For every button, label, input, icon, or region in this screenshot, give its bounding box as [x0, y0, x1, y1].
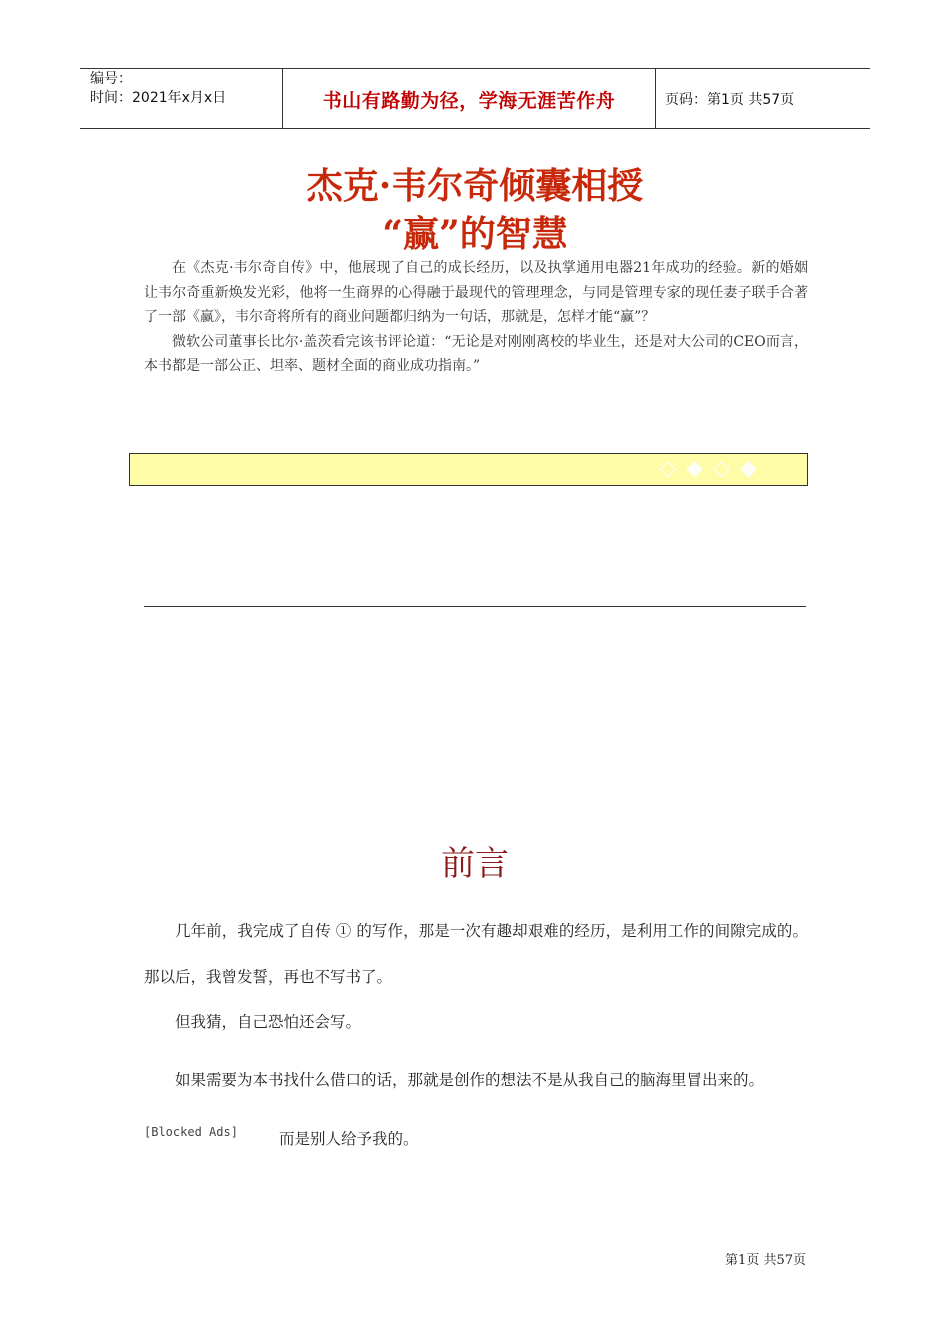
preface-paragraph-3: 如果需要为本书找什么借口的话，那就是创作的想法不是从我自己的脑海里冒出来的。	[175, 1071, 765, 1089]
blocked-ads-placeholder: [Blocked Ads]	[144, 1125, 238, 1139]
header-motto: 书山有路勤为径，学海无涯苦作舟	[322, 90, 616, 112]
header-divider-right	[655, 68, 656, 129]
intro-paragraph-1: 在《杰克·韦尔奇自传》中，他展现了自己的成长经历，以及执掌通用电器21年成功的经验。新的婚姻让韦尔奇重新焕发光彩，他将一生商界的心得融于最现代的管理理念，与同是管理专家的现任妻子联手合著了一部《赢》，韦尔奇将所有的商业问题都归纳为一句话，那就是，怎样才能“赢”？	[144, 260, 808, 325]
ad-banner-box	[129, 453, 808, 486]
footer-page-number: 第1页 共57页	[725, 1253, 806, 1268]
preface-paragraph-2: 但我猜，自己恐怕还会写。	[175, 1013, 362, 1031]
ad-watermark: ◇◆◇◆	[659, 456, 767, 481]
header-number-label: 编号：	[90, 71, 132, 87]
header-top-rule	[80, 68, 870, 69]
header-meta	[90, 70, 226, 108]
intro-paragraph-2: 微软公司董事长比尔·盖茨看完该书评论道：“无论是对刚刚离校的毕业生，还是对大公司的CEO而言，本书都是一部公正、坦率、题材全面的商业成功指南。”	[144, 333, 808, 374]
document-title-line2: “赢”的智慧	[382, 213, 568, 255]
document-title-line1: 杰克·韦尔奇倾囊相授	[306, 165, 644, 207]
section-divider	[144, 606, 806, 607]
header-time-label: 时间：2021年x月x日	[90, 90, 227, 106]
preface-paragraph-4: 而是别人给予我的。	[279, 1130, 419, 1148]
header-bottom-rule	[80, 128, 870, 129]
header-page-info: 页码：第1页 共57页	[665, 92, 795, 108]
preface-paragraph-1: 几年前，我完成了自传 ① 的写作，那是一次有趣却艰难的经历，是利用工作的间隙完成的。那以后，我曾发誓，再也不写书了。	[144, 922, 808, 986]
preface-heading: 前言	[441, 844, 509, 884]
intro-section	[144, 256, 808, 379]
